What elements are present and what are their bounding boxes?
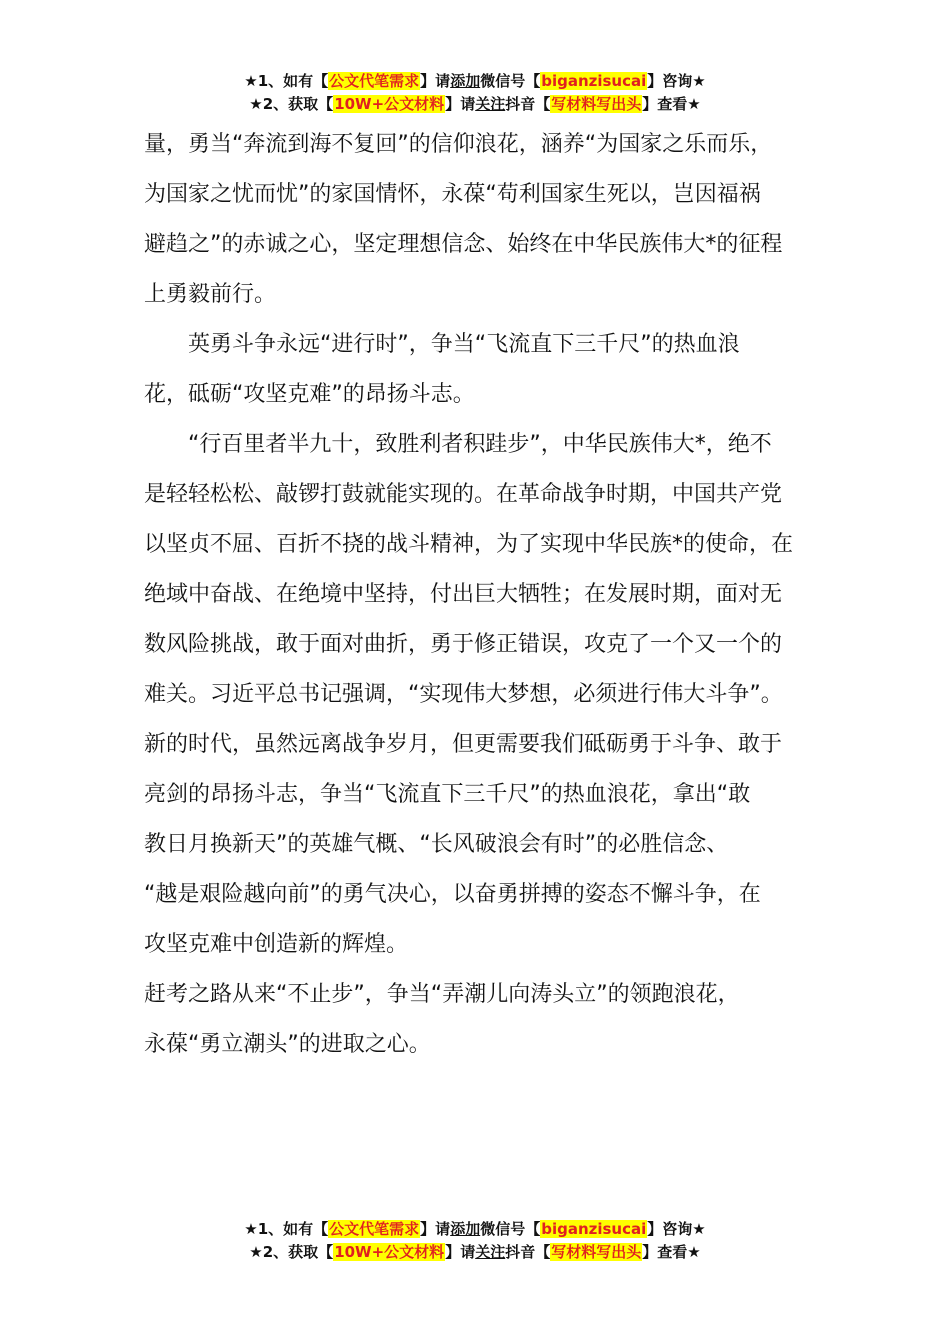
banner-text: 】查看★ <box>642 95 701 113</box>
banner-text: ★1、如有【 <box>244 1220 329 1238</box>
body-line: 绝域中奋战、在绝境中坚持，付出巨大牺牲；在发展时期，面对无 <box>144 582 783 607</box>
banner-underlined: 关注 <box>475 95 506 113</box>
body-line: 新的时代，虽然远离战争岁月，但更需要我们砥砺勇于斗争、敢于 <box>144 732 783 757</box>
banner-text: 抖音【 <box>505 95 551 113</box>
banner-text: ★2、获取【 <box>249 95 334 113</box>
body-line: 数风险挑战，敢于面对曲折，勇于修正错误，攻克了一个又一个的 <box>144 632 783 657</box>
body-line: 以坚贞不屈、百折不挠的战斗精神，为了实现中华民族*的使命，在 <box>144 532 794 557</box>
banner-underlined: 添加 <box>450 1220 481 1238</box>
body-line: 赶考之路从来“不止步”，争当“弄潮儿向涛头立”的领跑浪花， <box>144 982 740 1007</box>
banner-underlined: 关注 <box>475 1243 506 1261</box>
banner-highlight: 公文代笔需求 <box>329 1220 420 1238</box>
document-body <box>144 120 814 1070</box>
banner-highlight: 公文代笔需求 <box>329 72 420 90</box>
banner-text: 】查看★ <box>642 1243 701 1261</box>
body-line: 避趋之”的赤诚之心，坚定理想信念、始终在中华民族伟大*的征程 <box>144 232 783 257</box>
banner-underlined: 添加 <box>450 72 481 90</box>
banner-highlight: biganzisucai <box>541 72 647 90</box>
banner-text: 】请 <box>420 72 451 90</box>
banner-text: 】请 <box>420 1220 451 1238</box>
body-line: 攻坚克难中创造新的辉煌。 <box>144 932 409 957</box>
banner-line-2 <box>0 93 950 116</box>
banner-text: ★1、如有【 <box>244 72 329 90</box>
banner-line-1 <box>0 1218 950 1241</box>
banner-text: 】咨询★ <box>647 1220 706 1238</box>
banner-text: 抖音【 <box>505 1243 551 1261</box>
body-line: 英勇斗争永远“进行时”，争当“飞流直下三千尺”的热血浪 <box>188 332 740 357</box>
body-line: “越是艰险越向前”的勇气决心，以奋勇拼搏的姿态不懈斗争，在 <box>144 882 761 907</box>
body-line: “行百里者半九十，致胜利者积跬步”，中华民族伟大*，绝不 <box>188 432 772 457</box>
body-line: 永葆“勇立潮头”的进取之心。 <box>144 1032 431 1057</box>
body-line: 是轻轻松松、敲锣打鼓就能实现的。在革命战争时期，中国共产党 <box>144 482 783 507</box>
banner-text: 微信号【 <box>480 72 541 90</box>
body-line: 量，勇当“奔流到海不复回”的信仰浪花，涵养“为国家之乐而乐， <box>144 132 773 157</box>
header-banner <box>0 70 950 116</box>
banner-highlight: 写材料写出头 <box>551 95 642 113</box>
banner-highlight: 10W+公文材料 <box>334 95 445 113</box>
body-line: 亮剑的昂扬斗志，争当“飞流直下三千尺”的热血浪花，拿出“敢 <box>144 782 751 807</box>
banner-highlight: biganzisucai <box>541 1220 647 1238</box>
banner-text: 微信号【 <box>480 1220 541 1238</box>
body-line: 上勇毅前行。 <box>144 282 277 307</box>
banner-text: 】咨询★ <box>647 72 706 90</box>
body-line: 为国家之忧而忧”的家国情怀，永葆“苟利国家生死以，岂因福祸 <box>144 182 761 207</box>
body-line: 难关。习近平总书记强调，“实现伟大梦想，必须进行伟大斗争”。 <box>144 682 783 707</box>
banner-text: ★2、获取【 <box>249 1243 334 1261</box>
banner-text: 】请 <box>445 95 476 113</box>
banner-highlight: 10W+公文材料 <box>334 1243 445 1261</box>
body-line: 花，砥砺“攻坚克难”的昂扬斗志。 <box>144 382 475 407</box>
banner-highlight: 写材料写出头 <box>551 1243 642 1261</box>
banner-text: 】请 <box>445 1243 476 1261</box>
banner-line-2 <box>0 1241 950 1264</box>
footer-banner <box>0 1218 950 1264</box>
banner-line-1 <box>0 70 950 93</box>
body-line: 教日月换新天”的英雄气概、“长风破浪会有时”的必胜信念、 <box>144 832 729 857</box>
